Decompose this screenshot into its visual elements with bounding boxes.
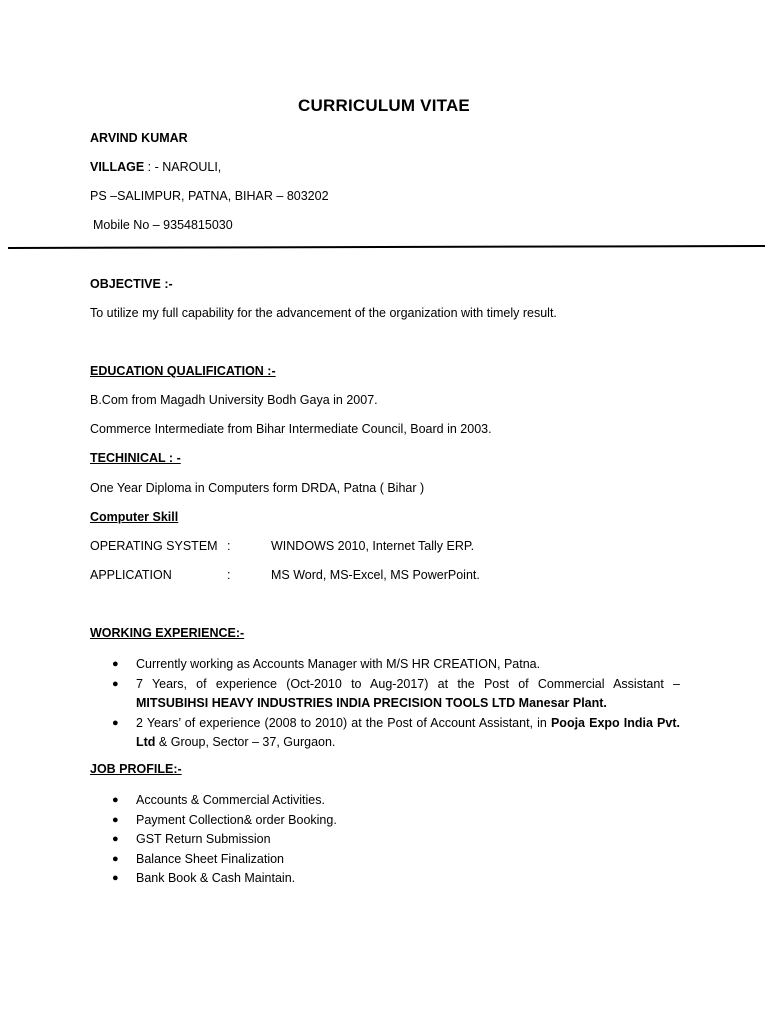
skill-row	[90, 568, 690, 582]
bullet-icon: ●	[112, 658, 119, 670]
skill-label: APPLICATION	[90, 568, 172, 582]
document-title: CURRICULUM VITAE	[298, 96, 470, 115]
bullet-icon: ●	[112, 833, 119, 845]
bullet-icon: ●	[112, 794, 119, 806]
list-item: ● Balance Sheet Finalization	[90, 850, 680, 870]
skill-value: WINDOWS 2010, Internet Tally ERP.	[271, 539, 475, 553]
list-item: ● Currently working as Accounts Manager with M/S HR CREATION, Patna.	[90, 655, 680, 675]
education-item: Commerce Intermediate from Bihar Intermediate Council, Board in 2003.	[90, 422, 492, 436]
candidate-name: ARVIND KUMAR	[90, 131, 188, 145]
education-heading: EDUCATION QUALIFICATION :-	[90, 364, 276, 378]
header-divider	[8, 245, 765, 249]
list-item: ● 7 Years, of experience (Oct-2010 to Aug-2017) at the Post of Commercial Assistant – MITSUBIHSI HEAVY INDUSTRIES INDIA PRECISION TOOLS LTD Manesar Plant.	[112, 676, 680, 710]
technical-text: One Year Diploma in Computers form DRDA, Patna ( Bihar )	[90, 481, 425, 495]
company-name: Pooja Expo India Pvt. Ltd	[136, 715, 680, 749]
job-profile-heading: JOB PROFILE:-	[90, 762, 182, 776]
skill-value: MS Word, MS-Excel, MS PowerPoint.	[271, 568, 480, 582]
skill-row	[90, 539, 690, 553]
list-item: ● Bank Book & Cash Maintain.	[90, 869, 680, 889]
bullet-icon: ●	[112, 813, 119, 826]
skill-separator: :	[227, 568, 231, 582]
bullet-icon: ●	[112, 716, 119, 729]
computer-skill-heading: Computer Skill	[90, 510, 179, 524]
list-item: ● Accounts & Commercial Activities.	[90, 791, 680, 811]
list-item: ● Payment Collection& order Booking.	[90, 811, 680, 831]
technical-heading: TECHINICAL : -	[90, 451, 181, 465]
skill-label: OPERATING SYSTEM	[90, 539, 218, 553]
village-value: : - NAROULI,	[144, 160, 222, 174]
job-profile-list	[90, 791, 680, 889]
address-line: PS –SALIMPUR, PATNA, BIHAR – 803202	[90, 189, 329, 203]
skill-separator: :	[227, 539, 231, 553]
list-item: ● 2 Years’ of experience (2008 to 2010) at the Post of Account Assistant, in Pooja Expo India Pvt. Ltd & Group, Sector – 37, Gurgaon.	[112, 715, 680, 749]
bullet-icon: ●	[112, 677, 119, 690]
education-item: B.Com from Magadh University Bodh Gaya in 2007.	[90, 393, 378, 407]
bullet-icon: ●	[112, 872, 119, 884]
experience-list	[90, 655, 680, 753]
objective-heading: OBJECTIVE :-	[90, 277, 173, 291]
experience-heading: WORKING EXPERIENCE:-	[90, 626, 245, 640]
list-item: ● GST Return Submission	[90, 830, 680, 850]
village-label: VILLAGE	[90, 160, 145, 174]
bullet-icon: ●	[112, 852, 119, 865]
objective-text: To utilize my full capability for the advancement of the organization with timely result.	[90, 306, 557, 320]
company-name: MITSUBIHSI HEAVY INDUSTRIES INDIA PRECISION TOOLS LTD Manesar Plant.	[136, 696, 607, 710]
village-line	[90, 160, 221, 174]
mobile-line: Mobile No – 9354815030	[93, 218, 233, 232]
